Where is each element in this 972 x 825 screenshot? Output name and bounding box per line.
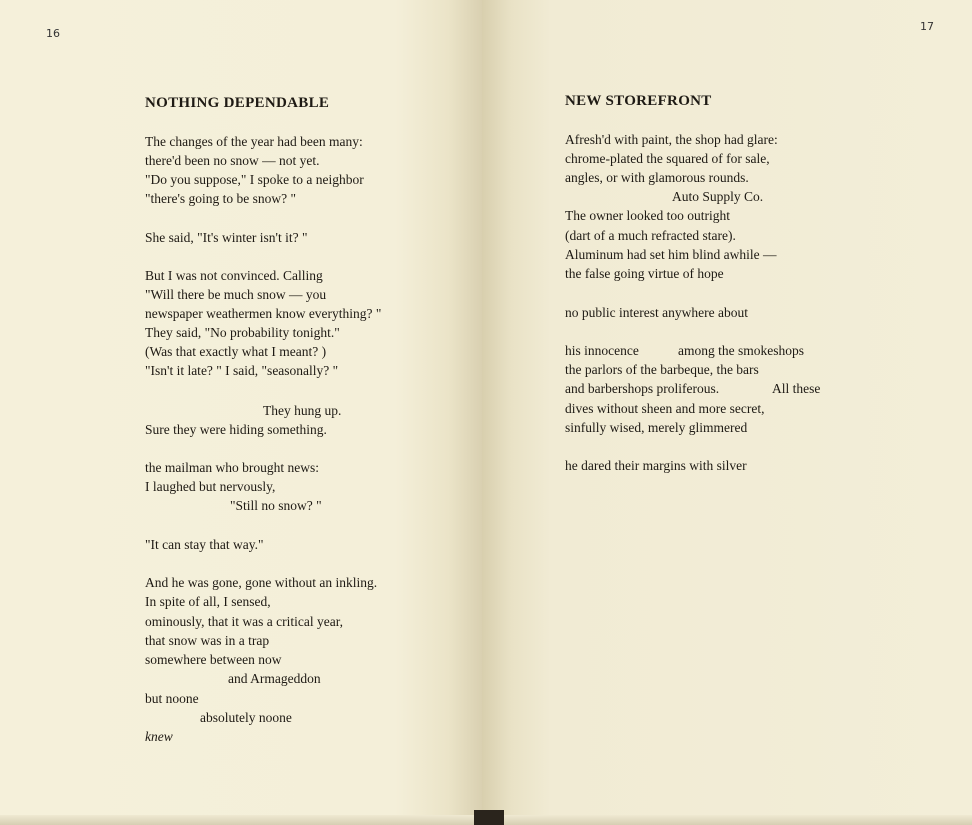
poem-line: somewhere between now bbox=[145, 652, 282, 667]
poem-line: he dared their margins with silver bbox=[565, 458, 747, 473]
poem-line: and Armageddon bbox=[228, 671, 321, 686]
poem-line: "Will there be much snow — you bbox=[145, 287, 327, 302]
poem-line: knew bbox=[145, 729, 173, 744]
poem-line: "Isn't it late? " I said, "seasonally? " bbox=[145, 363, 339, 378]
poem-line: among the smokeshops bbox=[678, 343, 804, 358]
poem-line: Aluminum had set him blind awhile — bbox=[565, 247, 777, 262]
poem-line: newspaper weathermen know everything? " bbox=[145, 306, 382, 321]
poem-line: but noone bbox=[145, 691, 199, 706]
poem-line: The owner looked too outright bbox=[565, 208, 730, 223]
poem-line: "there's going to be snow? " bbox=[145, 191, 297, 206]
poem-line: And he was gone, gone without an inkling. bbox=[145, 575, 378, 590]
left-page bbox=[0, 0, 482, 825]
page-number-right: 17 bbox=[920, 20, 934, 33]
poem-line: sinfully wised, merely glimmered bbox=[565, 420, 748, 435]
poem-line: But I was not convinced. Calling bbox=[145, 268, 323, 283]
poem-line: his innocence bbox=[565, 343, 639, 358]
poem-line: They said, "No probability tonight." bbox=[145, 325, 340, 340]
poem-line: Auto Supply Co. bbox=[672, 189, 764, 204]
poem-line: the mailman who brought news: bbox=[145, 460, 319, 475]
poem-line: "Still no snow? " bbox=[230, 498, 322, 513]
poem-line: The changes of the year had been many: bbox=[145, 134, 363, 149]
gutter-shadow bbox=[474, 810, 504, 825]
poem-line: (Was that exactly what I meant? ) bbox=[145, 344, 327, 359]
poem-line: and barbershops proliferous. bbox=[565, 381, 720, 396]
poem-line: I laughed but nervously, bbox=[145, 479, 276, 494]
poem-line: ominously, that it was a critical year, bbox=[145, 614, 344, 629]
poem-line: Sure they were hiding something. bbox=[145, 422, 327, 437]
poem-line: They hung up. bbox=[263, 403, 342, 418]
page-number-left: 16 bbox=[46, 27, 60, 40]
right-page bbox=[482, 0, 972, 825]
poem-line: the parlors of the barbeque, the bars bbox=[565, 362, 759, 377]
poem-line: chrome-plated the squared of for sale, bbox=[565, 151, 770, 166]
poem-line: angles, or with glamorous rounds. bbox=[565, 170, 749, 185]
poem-line: "Do you suppose," I spoke to a neighbor bbox=[145, 172, 364, 187]
poem-line: "It can stay that way." bbox=[145, 537, 264, 552]
poem-line: She said, "It's winter isn't it? " bbox=[145, 230, 308, 245]
poem-line: (dart of a much refracted stare). bbox=[565, 228, 736, 243]
poem-line: absolutely noone bbox=[200, 710, 292, 725]
poem-line: Afresh'd with paint, the shop had glare: bbox=[565, 132, 778, 147]
poem-line: In spite of all, I sensed, bbox=[145, 594, 271, 609]
poem-line: All these bbox=[772, 381, 821, 396]
poem-line: no public interest anywhere about bbox=[565, 305, 748, 320]
poem-line: the false going virtue of hope bbox=[565, 266, 724, 281]
poem-line: that snow was in a trap bbox=[145, 633, 270, 648]
poem-title-left: NOTHING DEPENDABLE bbox=[145, 95, 330, 111]
poem-title-right: NEW STOREFRONT bbox=[565, 93, 712, 109]
poem-line: there'd been no snow — not yet. bbox=[145, 153, 320, 168]
poem-line: dives without sheen and more secret, bbox=[565, 401, 765, 416]
